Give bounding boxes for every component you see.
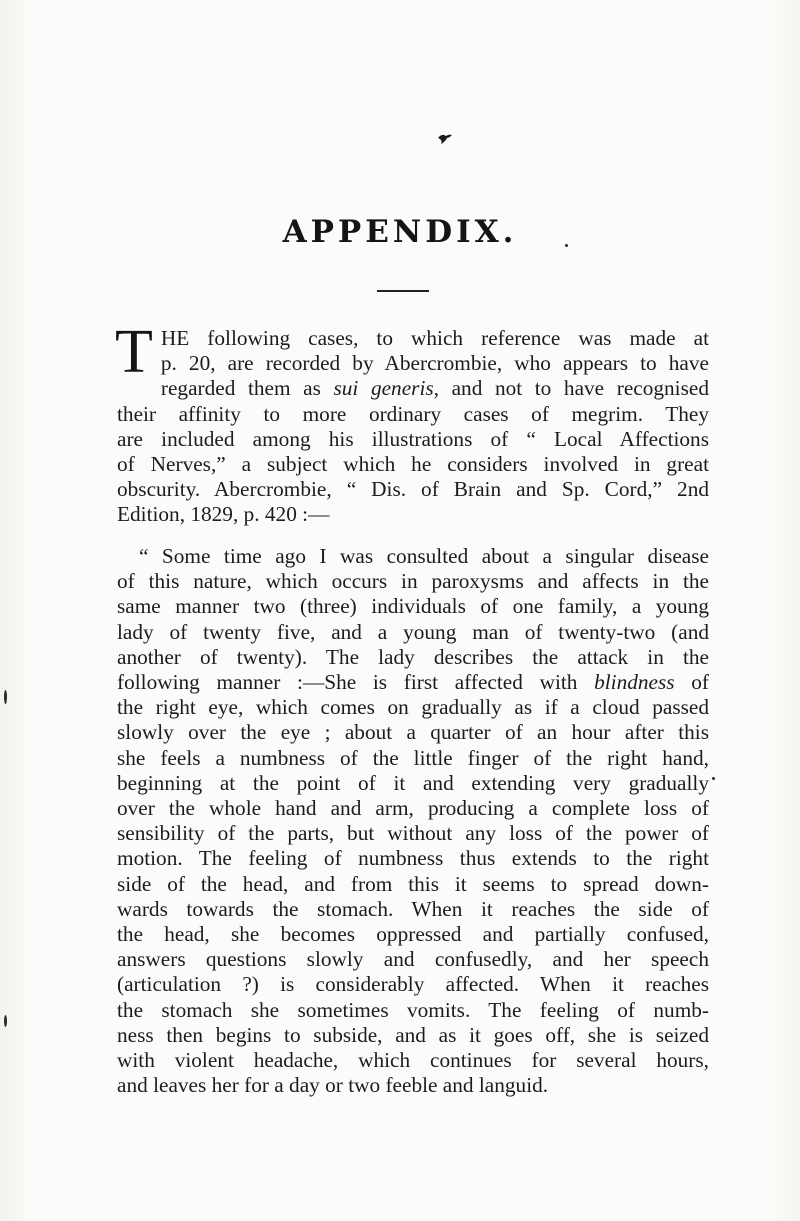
italic-term: blindness: [594, 670, 675, 695]
text-line: the stomach she sometimes vomits. The feeling of numb-: [117, 997, 709, 1022]
text-fragment: of: [674, 670, 709, 695]
text-line: she feels a numbness of the little finger of the right hand,: [117, 745, 709, 770]
text-fragment: and not to have recognised: [438, 376, 709, 401]
italic-term: sui generis,: [333, 376, 439, 401]
text-line: answers questions slowly and confusedly, and her speech: [117, 947, 709, 972]
text-fragment: following manner :—She is first affected with: [117, 670, 595, 695]
text-line: slowly over the eye ; about a quarter of an hour after this: [117, 720, 709, 745]
text-line: Edition, 1829, p. 420 :—: [117, 502, 330, 527]
text-line: are included among his illustrations of “ Local Affections: [117, 426, 709, 451]
paragraph-intro: [115, 318, 709, 528]
text-line: their affinity to more ordinary cases of megrim. They: [117, 401, 709, 426]
page-title: APPENDIX.: [282, 214, 518, 250]
text-line: lady of twenty five, and a young man of twenty-two (and: [117, 619, 709, 644]
text-line: “ Some time ago I was consulted about a singular disease: [139, 544, 709, 568]
text-line: (articulation ?) is considerably affected. When it reaches: [117, 972, 709, 997]
text-line: the head, she becomes oppressed and partially confused,: [117, 922, 709, 947]
text-line: [117, 376, 709, 401]
text-fragment: regarded them as: [160, 376, 334, 401]
title-rule: [377, 290, 429, 292]
text-line: wards towards the stomach. When it reaches the side of: [117, 896, 709, 921]
text-line: side of the head, and from this it seems to spread down-: [117, 871, 709, 896]
text-line: of Nerves,” a subject which he considers involved in great: [117, 452, 709, 477]
scan-speck: [4, 1015, 7, 1027]
drop-cap: T: [115, 318, 153, 386]
text-line: p. 20, are recorded by Abercrombie, who appears to have: [160, 351, 709, 376]
text-line: obscurity. Abercrombie, “ Dis. of Brain and Sp. Cord,” 2nd: [117, 477, 709, 502]
bleed-through-header: [350, 62, 357, 87]
paragraph-quote: [117, 544, 709, 1098]
ornament-icon: [437, 132, 453, 146]
scan-speck: [712, 777, 715, 780]
scan-speck: [565, 244, 568, 247]
text-line: and leaves her for a day or two feeble and languid.: [117, 1073, 549, 1098]
text-line: same manner two (three) individuals of one family, a young: [117, 594, 709, 619]
text-line: another of twenty). The lady describes the attack in the: [117, 644, 709, 669]
scan-speck: [4, 690, 7, 704]
text-line: [117, 670, 709, 695]
text-line: sensibility of the parts, but without any loss of the power of: [117, 821, 709, 846]
text-line: of this nature, which occurs in paroxysms and affects in the: [117, 569, 709, 594]
text-line: with violent headache, which continues for several hours,: [117, 1048, 709, 1073]
text-line: beginning at the point of it and extending very gradually: [117, 770, 709, 795]
text-line: the right eye, which comes on gradually as if a cloud passed: [117, 695, 709, 720]
text-line: over the whole hand and arm, producing a complete loss of: [117, 796, 709, 821]
text-line: ness then begins to subside, and as it goes off, she is seized: [117, 1022, 709, 1047]
text-line: HE following cases, to which reference was made at: [160, 326, 709, 350]
text-line: motion. The feeling of numbness thus extends to the right: [117, 846, 709, 871]
